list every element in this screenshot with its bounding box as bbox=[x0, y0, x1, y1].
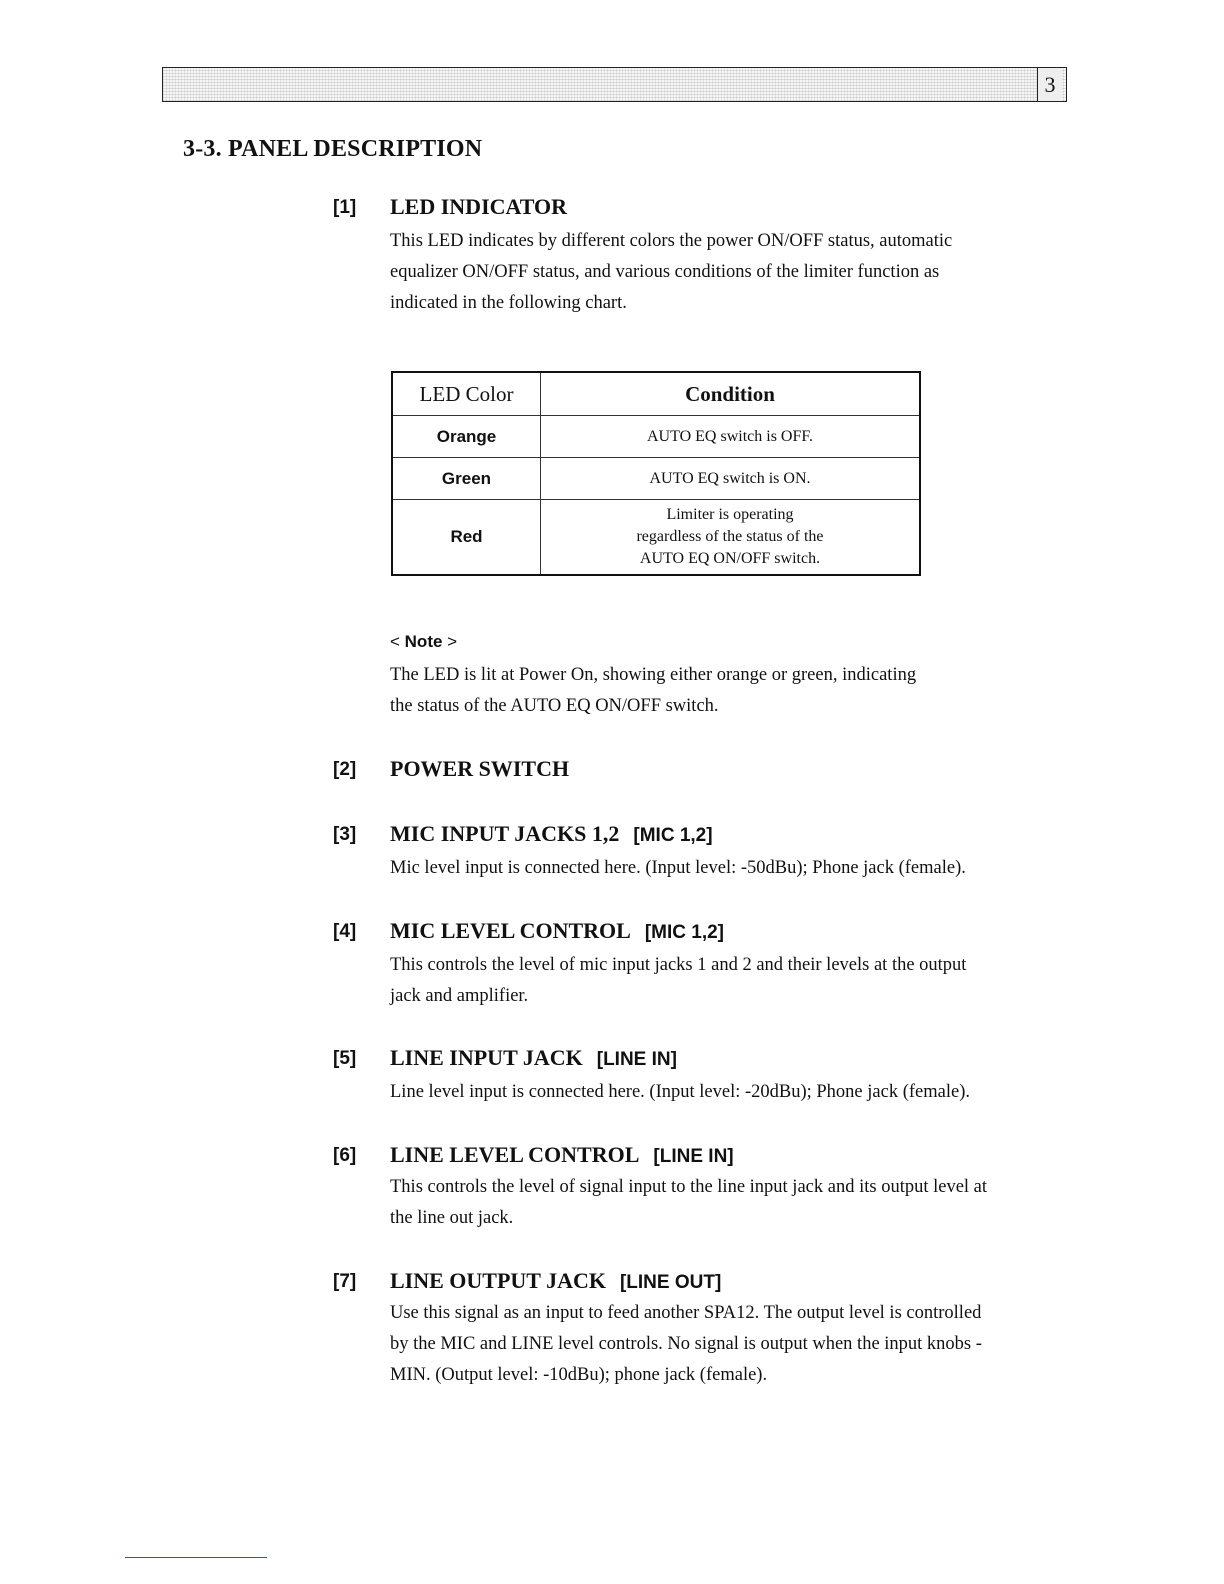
text-line: The LED is lit at Power On, showing either orange or green, indicating bbox=[390, 665, 917, 685]
text-line: This controls the level of mic input jacks 1 and 2 and their levels at the output bbox=[390, 955, 967, 975]
text-line: the status of the AUTO EQ ON/OFF switch. bbox=[390, 696, 719, 716]
item-description bbox=[390, 226, 1070, 319]
text-line: This LED indicates by different colors the power ON/OFF status, automatic bbox=[390, 231, 953, 251]
led-color-cell: Red bbox=[392, 500, 541, 576]
text-line: jack and amplifier. bbox=[390, 986, 529, 1006]
text-line: the line out jack. bbox=[390, 1208, 514, 1228]
condition-line: Limiter is operating bbox=[666, 506, 794, 523]
item-title bbox=[390, 1268, 721, 1294]
condition-line: AUTO EQ switch is ON. bbox=[649, 469, 811, 487]
item-number: [1] bbox=[333, 197, 357, 218]
item-title-text: MIC INPUT JACKS 1,2 bbox=[390, 821, 620, 846]
item-label-bracket: [LINE OUT] bbox=[619, 1272, 722, 1293]
item-title-text: POWER SWITCH bbox=[390, 756, 570, 781]
note-bracket-close: > bbox=[442, 632, 458, 651]
item-label-bracket: [LINE IN] bbox=[653, 1146, 734, 1167]
item-title bbox=[390, 1142, 734, 1168]
item-title-text: LINE INPUT JACK bbox=[390, 1045, 583, 1070]
column-header-condition: Condition bbox=[541, 372, 921, 416]
text-line: indicated in the following chart. bbox=[390, 293, 627, 313]
item-title-text: LINE LEVEL CONTROL bbox=[390, 1142, 640, 1167]
note-label bbox=[390, 632, 457, 652]
text-line: MIN. (Output level: -10dBu); phone jack (female). bbox=[390, 1365, 768, 1385]
condition-line: regardless of the status of the bbox=[636, 528, 824, 545]
table-row bbox=[392, 500, 920, 576]
text-line: equalizer ON/OFF status, and various conditions of the limiter function as bbox=[390, 262, 940, 282]
led-color-cell: Green bbox=[392, 458, 541, 500]
table-row bbox=[392, 416, 920, 458]
condition-line: AUTO EQ ON/OFF switch. bbox=[639, 550, 821, 567]
item-number: [7] bbox=[333, 1271, 357, 1292]
item-title-text: LINE OUTPUT JACK bbox=[390, 1268, 606, 1293]
item-title bbox=[390, 821, 713, 847]
item-description bbox=[390, 950, 1070, 1012]
item-description bbox=[390, 1172, 1070, 1234]
text-line: Mic level input is connected here. (Input level: -50dBu); Phone jack (female). bbox=[390, 858, 966, 878]
led-color-cell: Orange bbox=[392, 416, 541, 458]
text-line: by the MIC and LINE level controls. No signal is output when the input knobs - bbox=[390, 1334, 982, 1354]
item-title-text: LED INDICATOR bbox=[390, 194, 568, 219]
text-line: Line level input is connected here. (Input level: -20dBu); Phone jack (female). bbox=[390, 1082, 970, 1102]
footer-rule bbox=[125, 1557, 267, 1558]
text-line: This controls the level of signal input to the line input jack and its output level at bbox=[390, 1177, 988, 1197]
item-number: [5] bbox=[333, 1048, 357, 1069]
item-title bbox=[390, 756, 569, 782]
led-color-table bbox=[391, 371, 921, 576]
page-number: 3 bbox=[1037, 68, 1062, 101]
note-body bbox=[390, 660, 1070, 722]
table-row bbox=[392, 458, 920, 500]
item-description bbox=[390, 1077, 1070, 1108]
note-bracket-open: < bbox=[390, 632, 405, 651]
item-number: [6] bbox=[333, 1145, 357, 1166]
item-number: [3] bbox=[333, 824, 357, 845]
item-title bbox=[390, 1045, 677, 1071]
section-title: 3-3. PANEL DESCRIPTION bbox=[183, 136, 483, 162]
item-description bbox=[390, 1298, 1070, 1391]
note-label-text: Note bbox=[404, 632, 443, 651]
table-header-row bbox=[392, 372, 920, 416]
item-number: [4] bbox=[333, 921, 357, 942]
condition-line: AUTO EQ switch is OFF. bbox=[647, 427, 813, 445]
item-label-bracket: [MIC 1,2] bbox=[633, 825, 713, 846]
item-description bbox=[390, 853, 1070, 884]
condition-cell bbox=[541, 500, 921, 576]
item-label-bracket: [MIC 1,2] bbox=[644, 922, 725, 943]
item-title-text: MIC LEVEL CONTROL bbox=[390, 918, 631, 943]
item-label-bracket: [LINE IN] bbox=[596, 1049, 677, 1070]
page-header-bar bbox=[162, 67, 1067, 102]
item-title bbox=[390, 194, 567, 220]
condition-cell bbox=[541, 458, 921, 500]
item-number: [2] bbox=[333, 759, 357, 780]
column-header-led-color: LED Color bbox=[392, 372, 541, 416]
condition-cell bbox=[541, 416, 921, 458]
item-title bbox=[390, 918, 724, 944]
text-line: Use this signal as an input to feed another SPA12. The output level is controlled bbox=[390, 1303, 982, 1323]
